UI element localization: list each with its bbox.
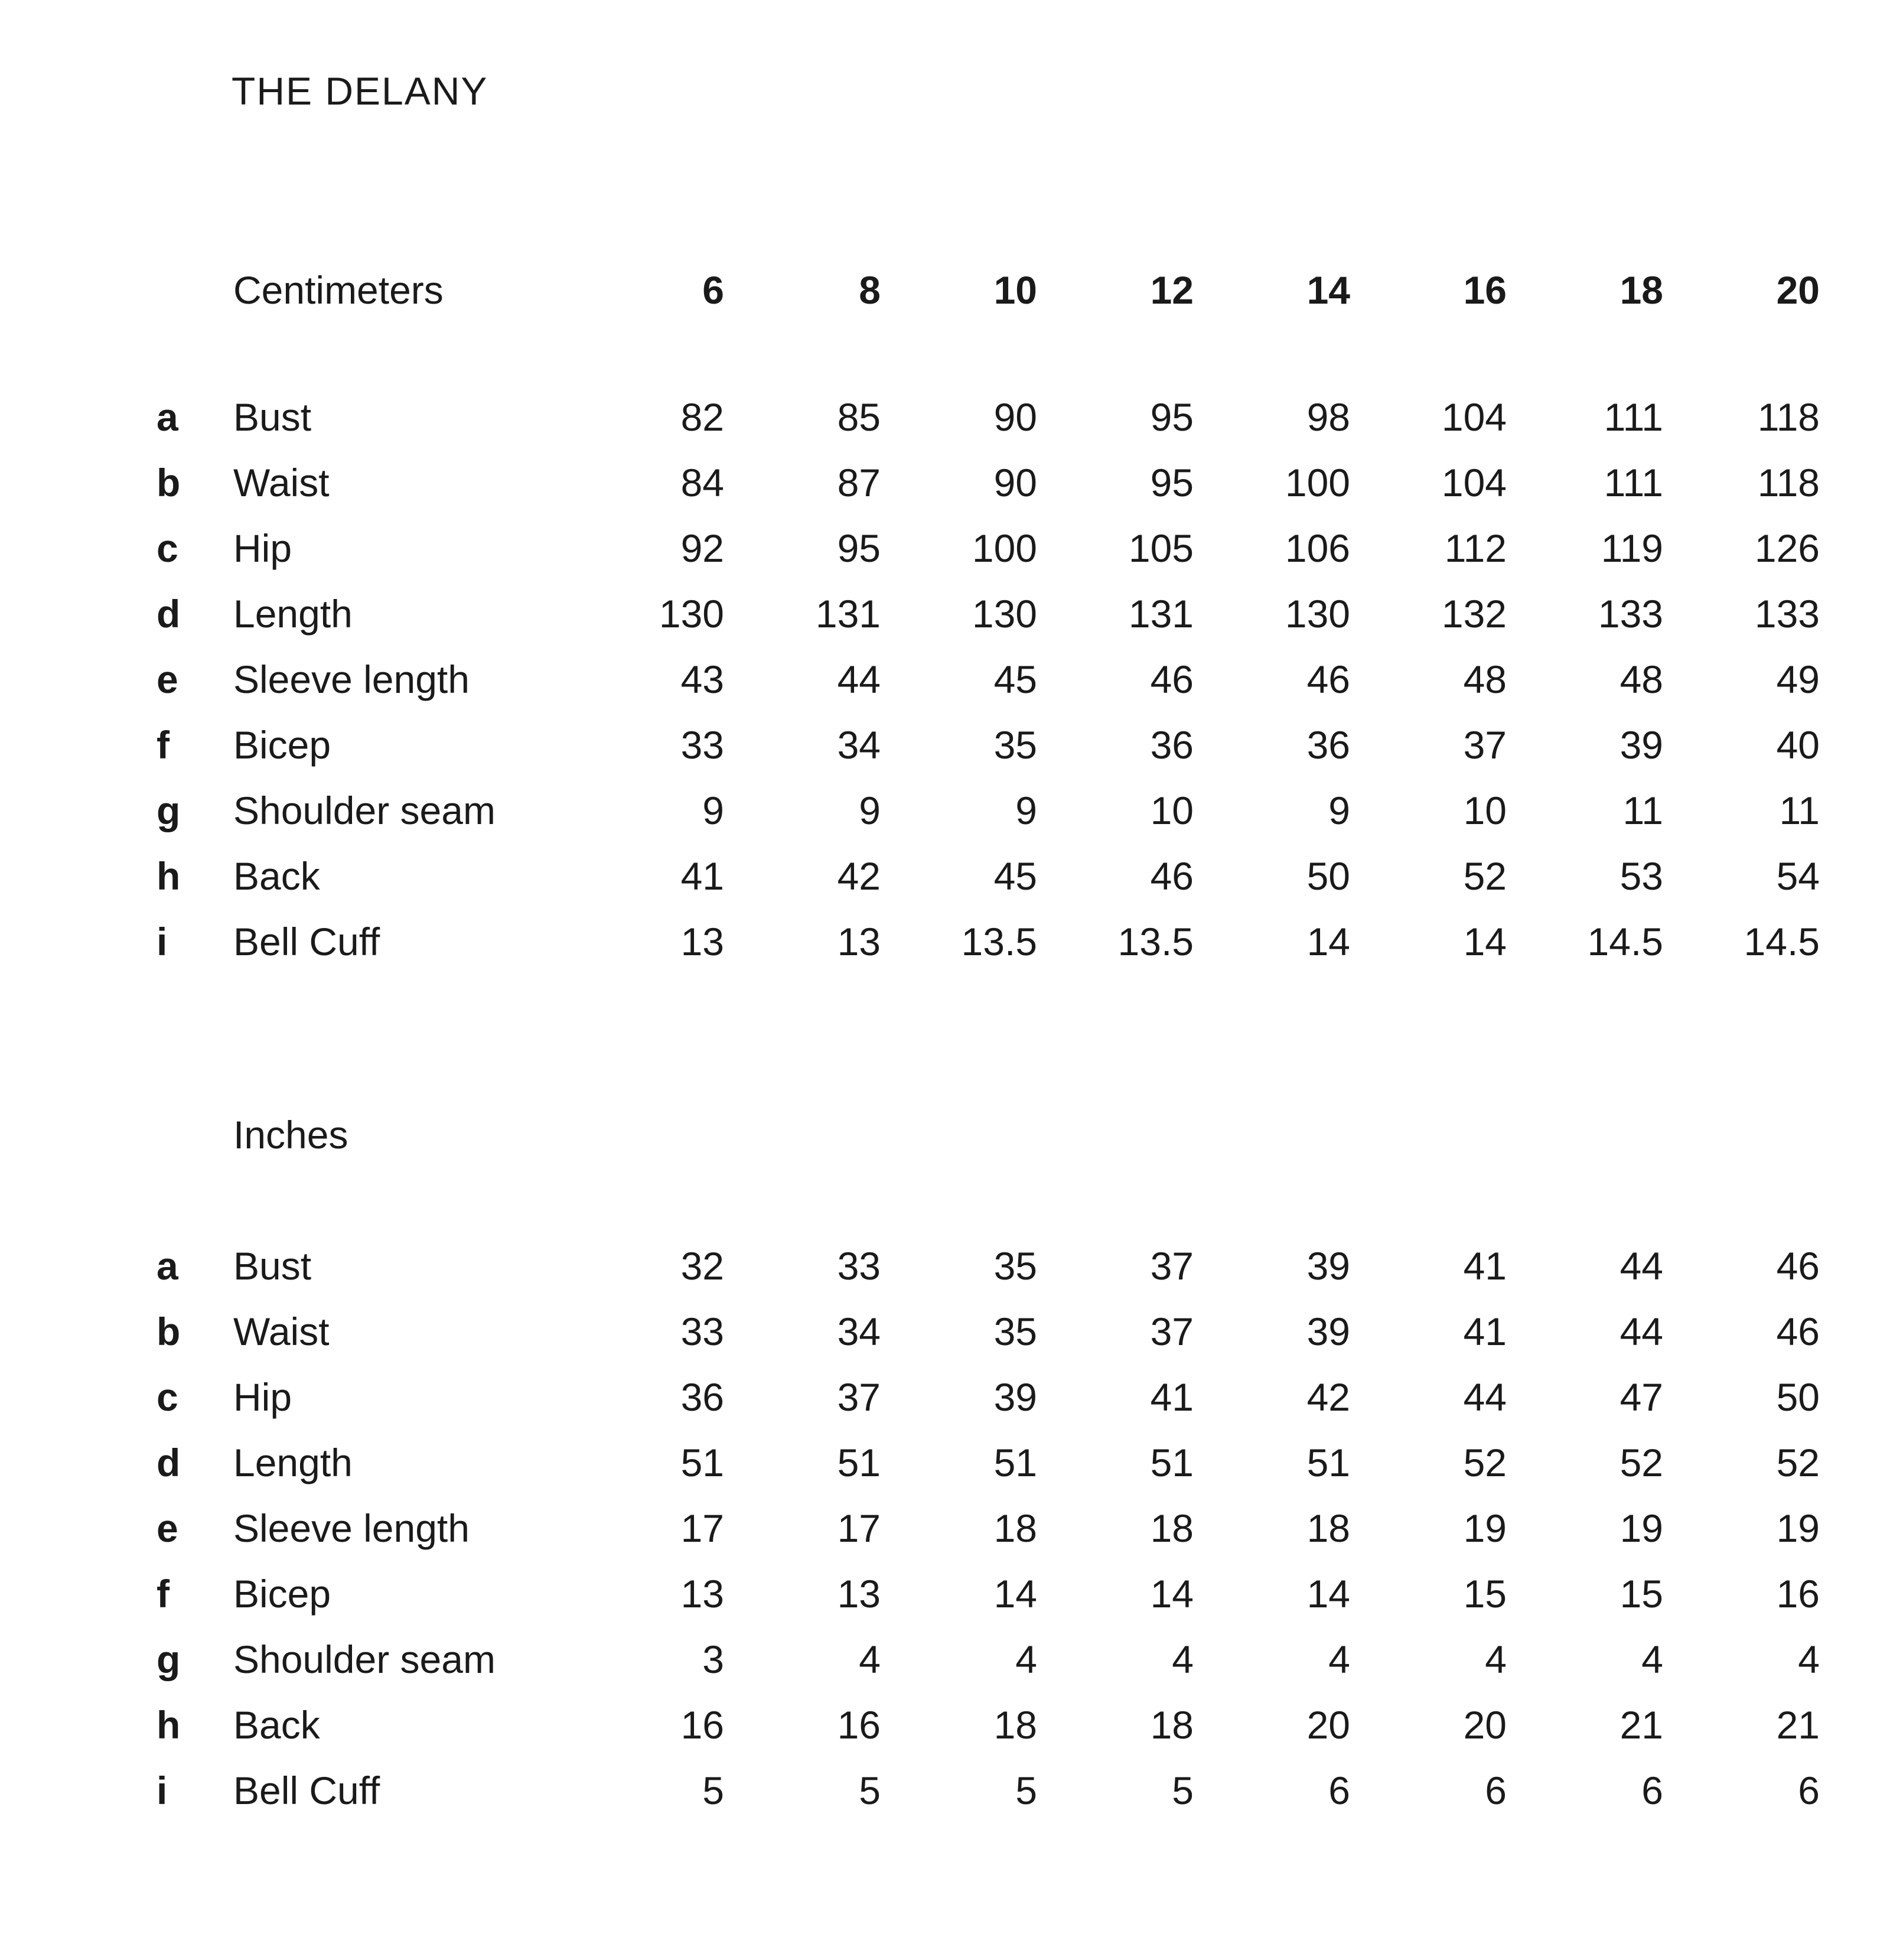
table-row [157, 1430, 1890, 1496]
cell-value: 49 [1776, 657, 1820, 702]
cell-value: 13 [680, 920, 724, 964]
cell-value: 85 [837, 395, 881, 439]
cell-value: 133 [1598, 592, 1663, 636]
row-letter: c [157, 526, 178, 571]
table-row [157, 1758, 1890, 1824]
cell-value: 33 [680, 1310, 724, 1354]
table-row [157, 844, 1890, 909]
cell-value: 6 [1328, 1769, 1350, 1813]
cell-value: 5 [1015, 1769, 1037, 1813]
cell-value: 20 [1306, 1703, 1350, 1747]
cell-value: 14.5 [1744, 920, 1820, 964]
unit-label-centimeters: Centimeters [233, 268, 444, 312]
cell-value: 51 [680, 1441, 724, 1485]
cell-value: 19 [1776, 1506, 1820, 1551]
cell-value: 5 [702, 1769, 724, 1813]
size-column-header: 18 [1619, 268, 1663, 312]
row-label: Sleeve length [233, 657, 470, 702]
cell-value: 52 [1619, 1441, 1663, 1485]
cell-value: 5 [859, 1769, 881, 1813]
cell-value: 37 [1150, 1310, 1194, 1354]
cell-value: 15 [1463, 1572, 1507, 1616]
table-row [157, 450, 1890, 516]
cell-value: 35 [993, 723, 1037, 767]
cell-value: 6 [1641, 1769, 1663, 1813]
cell-value: 14.5 [1587, 920, 1663, 964]
row-letter: b [157, 1310, 181, 1354]
cell-value: 4 [1485, 1637, 1507, 1682]
cell-value: 41 [1463, 1310, 1507, 1354]
cell-value: 119 [1601, 526, 1663, 571]
cell-value: 39 [993, 1375, 1037, 1419]
cell-value: 4 [1172, 1637, 1194, 1682]
cell-value: 9 [702, 789, 724, 833]
cell-value: 111 [1604, 395, 1663, 439]
cell-value: 50 [1306, 854, 1350, 898]
cell-value: 41 [1463, 1244, 1507, 1288]
cell-value: 4 [859, 1637, 881, 1682]
row-label: Bust [233, 395, 312, 439]
cell-value: 51 [1150, 1441, 1194, 1485]
row-label: Shoulder seam [233, 1637, 496, 1682]
cell-value: 43 [680, 657, 724, 702]
row-label: Hip [233, 526, 292, 571]
cell-value: 132 [1441, 592, 1507, 636]
row-label: Sleeve length [233, 1506, 470, 1551]
cell-value: 105 [1128, 526, 1194, 571]
cell-value: 18 [1150, 1506, 1194, 1551]
page-title: THE DELANY [232, 69, 488, 113]
row-letter: a [157, 1244, 178, 1288]
table-row [157, 1692, 1890, 1758]
table-row [157, 909, 1890, 975]
table-row [157, 1496, 1890, 1561]
cell-value: 11 [1779, 789, 1820, 833]
centimeters-header-row [157, 258, 1890, 323]
size-column-header: 20 [1776, 268, 1820, 312]
cell-value: 5 [1172, 1769, 1194, 1813]
cell-value: 39 [1306, 1244, 1350, 1288]
table-row [157, 1233, 1890, 1299]
table-row [157, 1365, 1890, 1430]
cell-value: 45 [993, 854, 1037, 898]
cell-value: 44 [1619, 1244, 1663, 1288]
cell-value: 118 [1757, 395, 1820, 439]
cell-value: 54 [1776, 854, 1820, 898]
row-label: Bicep [233, 723, 331, 767]
cell-value: 100 [1285, 461, 1350, 505]
cell-value: 51 [837, 1441, 881, 1485]
size-column-header: 6 [702, 268, 724, 312]
cell-value: 104 [1441, 395, 1507, 439]
cell-value: 42 [837, 854, 881, 898]
cell-value: 13.5 [961, 920, 1037, 964]
cell-value: 21 [1619, 1703, 1663, 1747]
inches-rows [157, 1233, 1890, 1824]
cell-value: 111 [1604, 461, 1663, 505]
cell-value: 4 [1328, 1637, 1350, 1682]
cell-value: 6 [1798, 1769, 1820, 1813]
cell-value: 19 [1463, 1506, 1507, 1551]
cell-value: 95 [1150, 395, 1194, 439]
row-letter: g [157, 1637, 181, 1682]
inches-header-row [157, 1102, 1890, 1168]
cell-value: 9 [859, 789, 881, 833]
cell-value: 37 [837, 1375, 881, 1419]
cell-value: 52 [1776, 1441, 1820, 1485]
row-label: Length [233, 592, 353, 636]
cell-value: 52 [1463, 854, 1507, 898]
cell-value: 35 [993, 1244, 1037, 1288]
size-column-header: 10 [993, 268, 1037, 312]
cell-value: 90 [993, 461, 1037, 505]
table-row [157, 778, 1890, 844]
centimeters-rows [157, 385, 1890, 975]
cell-value: 36 [680, 1375, 724, 1419]
cell-value: 45 [993, 657, 1037, 702]
cell-value: 13 [680, 1572, 724, 1616]
cell-value: 34 [837, 1310, 881, 1354]
cell-value: 18 [993, 1703, 1037, 1747]
cell-value: 17 [837, 1506, 881, 1551]
cell-value: 46 [1150, 854, 1194, 898]
cell-value: 95 [1150, 461, 1194, 505]
row-label: Bell Cuff [233, 920, 380, 964]
cell-value: 44 [1619, 1310, 1663, 1354]
row-letter: e [157, 1506, 178, 1551]
row-letter: d [157, 592, 181, 636]
cell-value: 41 [1150, 1375, 1194, 1419]
cell-value: 4 [1798, 1637, 1820, 1682]
cell-value: 3 [702, 1637, 724, 1682]
cell-value: 36 [1306, 723, 1350, 767]
cell-value: 4 [1015, 1637, 1037, 1682]
cell-value: 36 [1150, 723, 1194, 767]
row-letter: d [157, 1441, 181, 1485]
cell-value: 13 [837, 1572, 881, 1616]
cell-value: 37 [1150, 1244, 1194, 1288]
cell-value: 19 [1619, 1506, 1663, 1551]
row-letter: g [157, 789, 181, 833]
table-row [157, 516, 1890, 581]
cell-value: 51 [993, 1441, 1037, 1485]
cell-value: 50 [1776, 1375, 1820, 1419]
cell-value: 95 [837, 526, 881, 571]
cell-value: 130 [972, 592, 1037, 636]
row-letter: e [157, 657, 178, 702]
row-letter: b [157, 461, 181, 505]
row-letter: f [157, 1572, 170, 1616]
cell-value: 21 [1776, 1703, 1820, 1747]
cell-value: 130 [1285, 592, 1350, 636]
cell-value: 33 [680, 723, 724, 767]
row-label: Back [233, 854, 320, 898]
row-letter: c [157, 1375, 178, 1419]
table-row [157, 581, 1890, 647]
cell-value: 37 [1463, 723, 1507, 767]
cell-value: 9 [1015, 789, 1037, 833]
table-row [157, 712, 1890, 778]
row-letter: a [157, 395, 178, 439]
cell-value: 90 [993, 395, 1037, 439]
table-row [157, 1627, 1890, 1692]
cell-value: 39 [1306, 1310, 1350, 1354]
cell-value: 13.5 [1117, 920, 1194, 964]
cell-value: 39 [1619, 723, 1663, 767]
table-row [157, 385, 1890, 450]
row-letter: f [157, 723, 170, 767]
cell-value: 34 [837, 723, 881, 767]
cell-value: 46 [1776, 1310, 1820, 1354]
cell-value: 104 [1441, 461, 1507, 505]
cell-value: 14 [1150, 1572, 1194, 1616]
cell-value: 46 [1150, 657, 1194, 702]
row-letter: h [157, 1703, 181, 1747]
cell-value: 14 [1306, 920, 1350, 964]
table-row [157, 647, 1890, 712]
cell-value: 118 [1757, 461, 1820, 505]
cell-value: 84 [680, 461, 724, 505]
cell-value: 53 [1619, 854, 1663, 898]
cell-value: 44 [837, 657, 881, 702]
cell-value: 112 [1444, 526, 1507, 571]
cell-value: 9 [1328, 789, 1350, 833]
cell-value: 44 [1463, 1375, 1507, 1419]
cell-value: 131 [1128, 592, 1194, 636]
cell-value: 10 [1150, 789, 1194, 833]
cell-value: 100 [972, 526, 1037, 571]
cell-value: 41 [680, 854, 724, 898]
size-column-header: 14 [1306, 268, 1350, 312]
cell-value: 46 [1776, 1244, 1820, 1288]
table-row [157, 1561, 1890, 1627]
cell-value: 126 [1754, 526, 1820, 571]
cell-value: 40 [1776, 723, 1820, 767]
cell-value: 16 [1776, 1572, 1820, 1616]
unit-label-inches: Inches [233, 1113, 348, 1157]
cell-value: 51 [1306, 1441, 1350, 1485]
cell-value: 4 [1641, 1637, 1663, 1682]
cell-value: 35 [993, 1310, 1037, 1354]
cell-value: 18 [1306, 1506, 1350, 1551]
cell-value: 10 [1463, 789, 1507, 833]
cell-value: 131 [815, 592, 881, 636]
cell-value: 33 [837, 1244, 881, 1288]
row-label: Waist [233, 461, 330, 505]
cell-value: 14 [1463, 920, 1507, 964]
cell-value: 14 [1306, 1572, 1350, 1616]
row-label: Bust [233, 1244, 312, 1288]
size-column-header: 8 [859, 268, 881, 312]
row-letter: i [157, 920, 168, 964]
cell-value: 133 [1754, 592, 1820, 636]
cell-value: 46 [1306, 657, 1350, 702]
cell-value: 52 [1463, 1441, 1507, 1485]
cell-value: 42 [1306, 1375, 1350, 1419]
cell-value: 48 [1463, 657, 1507, 702]
centimeters-section [157, 258, 1890, 975]
cell-value: 20 [1463, 1703, 1507, 1747]
cell-value: 16 [680, 1703, 724, 1747]
cell-value: 48 [1619, 657, 1663, 702]
cell-value: 32 [680, 1244, 724, 1288]
table-row [157, 1299, 1890, 1365]
cell-value: 16 [837, 1703, 881, 1747]
row-label: Waist [233, 1310, 330, 1354]
row-letter: i [157, 1769, 168, 1813]
cell-value: 14 [993, 1572, 1037, 1616]
cell-value: 6 [1485, 1769, 1507, 1813]
cell-value: 15 [1619, 1572, 1663, 1616]
row-label: Bicep [233, 1572, 331, 1616]
row-label: Bell Cuff [233, 1769, 380, 1813]
row-label: Back [233, 1703, 320, 1747]
row-label: Shoulder seam [233, 789, 496, 833]
row-label: Hip [233, 1375, 292, 1419]
cell-value: 98 [1306, 395, 1350, 439]
cell-value: 106 [1285, 526, 1350, 571]
cell-value: 18 [1150, 1703, 1194, 1747]
cell-value: 82 [680, 395, 724, 439]
cell-value: 130 [659, 592, 724, 636]
row-letter: h [157, 854, 181, 898]
cell-value: 92 [680, 526, 724, 571]
row-label: Length [233, 1441, 353, 1485]
cell-value: 13 [837, 920, 881, 964]
cell-value: 17 [680, 1506, 724, 1551]
cell-value: 87 [837, 461, 881, 505]
inches-section [157, 1102, 1890, 1824]
cell-value: 18 [993, 1506, 1037, 1551]
cell-value: 11 [1622, 789, 1663, 833]
cell-value: 47 [1619, 1375, 1663, 1419]
size-column-header: 12 [1150, 268, 1194, 312]
size-column-header: 16 [1463, 268, 1507, 312]
